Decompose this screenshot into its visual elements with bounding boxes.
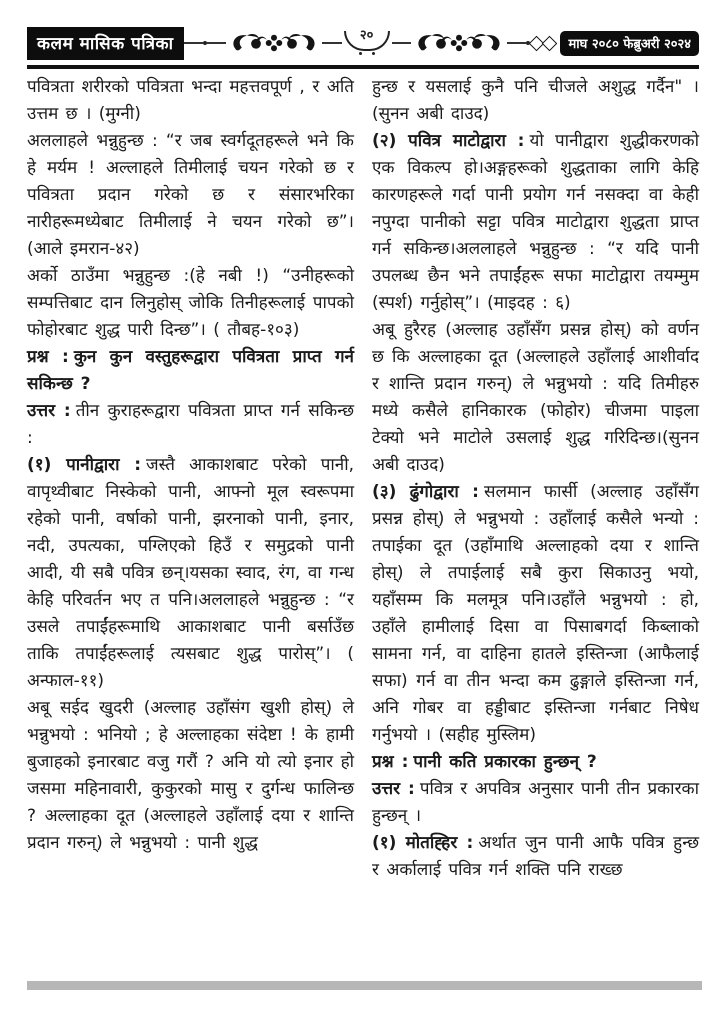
paragraph-text: यो पानीद्वारा शुद्धीकरणको एक विकल्प हो।अङ्गहरूको शुद्धताका लागि केहि कारणहरूले गर्दा पानी प्रयोग गर्न नसक्दा वा केही नपुग्दा पानीको सट्टा पवित्र माटोद्वारा शुद्धता प्राप्त गर्न सकिन्छ।अललाहले भन्नुहुन्छ : “र यदि पानी उपलब्ध छैन भने तपाईंहरू सफा माटोद्वारा तयम्मुम (स्पर्श) गर्नुहोस्”। (माइदह : ६) [372,131,700,313]
paragraph-text: अबू सईद खुदरी (अल्लाह उहाँसंग खुशी होस्) ले भन्नुभयो : भनियो ; हे अल्लाहका संदेष्टा ! के हामी बुजाहको इनारबाट वजु गरौं ? अनि यो त्यो इनार हो जसमा महिनावारी, कुकुरको मासु र दुर्गन्ध फालिन्छ ? अल्लाहका दूत (अल्लाहले उहाँलाई दया र शान्ति प्रदान गरुन्) ले भन्नुभयो : पानी शुद्ध [27,698,354,853]
paragraph-text: पवित्र र अपवित्र अनुसार पानी तीन प्रकारका हुन्छन् । [372,779,699,826]
floral-flourish-icon [228,28,320,58]
header-divider-line [184,42,203,44]
paragraph-text: पवित्रता शरीरको पवित्रता भन्दा महत्तवपूर्ण , र अति उत्तम छ । (मुग्नी) [27,77,354,124]
paragraph [372,317,699,479]
page-number: २० [359,28,374,43]
question-paragraph [27,344,354,398]
answer-paragraph [372,776,699,830]
paragraph-text: अर्थात जुन पानी आफै पवित्र हुन्छ र अर्कालाई पवित्र गर्न शक्ति पनि राख्छ [372,833,699,880]
paragraph [27,263,354,344]
paragraph-text: कुन कुन वस्तुहरूद्वारा पवित्रता प्राप्त गर्न सकिन्छ ? [27,347,354,394]
paragraph-lead: (१) पानीद्वारा : [27,455,142,475]
page-number-arc-icon [344,28,390,51]
paragraph [27,128,354,263]
numbered-paragraph [27,452,354,695]
header-divider-line [207,42,226,44]
paragraph [27,74,354,128]
page-number-ornament [344,28,390,55]
numbered-paragraph [372,128,699,317]
paragraph-text: अललाहले भन्नुहुन्छ : “र जब स्वर्गदूतहरूले भने कि हे मर्यम ! अल्लाहले तिमीलाई चयन गरेको छ र पवित्रता प्रदान गरेको छ र संसारभरिका नारीहरूमध्येबाट तिमीलाई ने चयन गरेको छ”। (आले इमरान-४२) [27,131,354,259]
paragraph [372,74,699,128]
article-column-right [372,74,699,884]
masthead [27,26,699,60]
paragraph-text: तीन कुराहरूद्वारा पवित्रता प्राप्त गर्न सकिन्छ : [27,401,354,448]
article-body [27,74,699,884]
magazine-title-badge: कलम मासिक पत्रिका [27,27,184,60]
issue-date-badge: माघ २०८० फेब्रुअरी २०२४ [560,31,699,56]
paragraph-lead: प्रश्न : [27,347,69,367]
header-divider-line [322,42,341,44]
floral-flourish-icon [413,28,505,58]
header-rule [27,65,699,69]
paragraph-text: जस्तै आकाशबाट परेको पानी, वापृथ्वीबाट निस्केको पानी, आफ्नो मूल स्वरूपमा रहेको पानी, वर्षाको पानी, झरनाको पानी, इनार, नदी, उपत्यका, पग्लिएको हिउँ र समुद्रको पानी आदी, यी सबै पवित्र छन्।यसका स्वाद, रंग, वा गन्ध केहि परिवर्तन भए त पनि।अललाहले भन्नुहुन्छ : “र उसले तपाईंहरूमाथि आकाशबाट पानी बर्साउँछ ताकि तपाईंहरूलाई त्यसबाट शुद्ध पारोस्”। ( अन्फाल-११) [27,455,354,691]
paragraph-text: सलमान फार्सी (अल्लाह उहाँसँग प्रसन्न होस्) ले भन्नुभयो : उहाँलाई कसैले भन्यो : तपाईका दूत (उहाँमाथि अल्लाहको दया र शान्ति होस्) ले तपाईलाई सबै कुरा सिकाउनु भयो, यहाँसम्म कि मलमूत्र पनि।उहाँले भन्नुभयो : हो, उहाँले हामीलाई दिसा वा पिसाबगर्दा किब्लाको सामना गर्न, वा दाहिना हातले इस्तिन्जा (आफैलाई सफा) गर्न वा तीन भन्दा कम ढुङ्गाले इस्तिन्जा गर्न, अनि गोबर वा हड्डीबाट इस्तिन्जा गर्नबाट निषेध गर्नुभयो । (सहीह मुस्लिम) [372,482,699,745]
paragraph-text: हुन्छ र यसलाई कुनै पनि चीजले अशुद्ध गर्दैन" । (सुनन अबी दाउद) [372,77,699,124]
header-divider-line [392,42,411,44]
article-column-left [27,74,354,884]
numbered-paragraph [372,479,699,749]
header-divider-line [507,42,526,44]
paragraph-text: पानी कति प्रकारका हुन्छन् ? [413,752,597,772]
question-paragraph [372,749,699,776]
paragraph [27,695,354,857]
paragraph-lead: (२) पवित्र माटोद्वारा : [372,131,525,151]
footer-bar [27,981,702,990]
paragraph-text: अर्को ठाउँमा भन्नुहुन्छ :(हे नबी !) “उनीहरूको सम्पत्तिबाट दान लिनुहोस् जोकि तिनीहरूलाई पापको फोहोरबाट शुद्ध पारी दिन्छ”। ( तौबह-१०३) [27,266,354,340]
paragraph-lead: उत्तर : [372,779,415,799]
paragraph-text: अबू हुरैरह (अल्लाह उहाँसँग प्रसन्न होस्) को वर्णन छ कि अल्लाहका दूत (अल्लाहले उहाँलाई आशीर्वाद र शान्ति प्रदान गरुन्) ले भन्नुभयो : यदि तिमीहरु मध्ये कसैले हानिकारक (फोहोर) चीजमा पाइला टेक्यो भने माटोले उसलाई शुद्ध गरिदिन्छ।(सुनन अबी दाउद) [372,320,699,475]
diamond-icon [542,35,558,51]
paragraph-lead: (३) ढुंगोद्वारा : [372,482,479,502]
answer-paragraph [27,398,354,452]
paragraph-lead: (१) मोतह्हिर : [372,833,474,853]
numbered-paragraph [372,830,699,884]
paragraph-lead: प्रश्न : [372,752,409,772]
arc-base-dots [359,52,375,55]
paragraph-lead: उत्तर : [27,401,71,421]
